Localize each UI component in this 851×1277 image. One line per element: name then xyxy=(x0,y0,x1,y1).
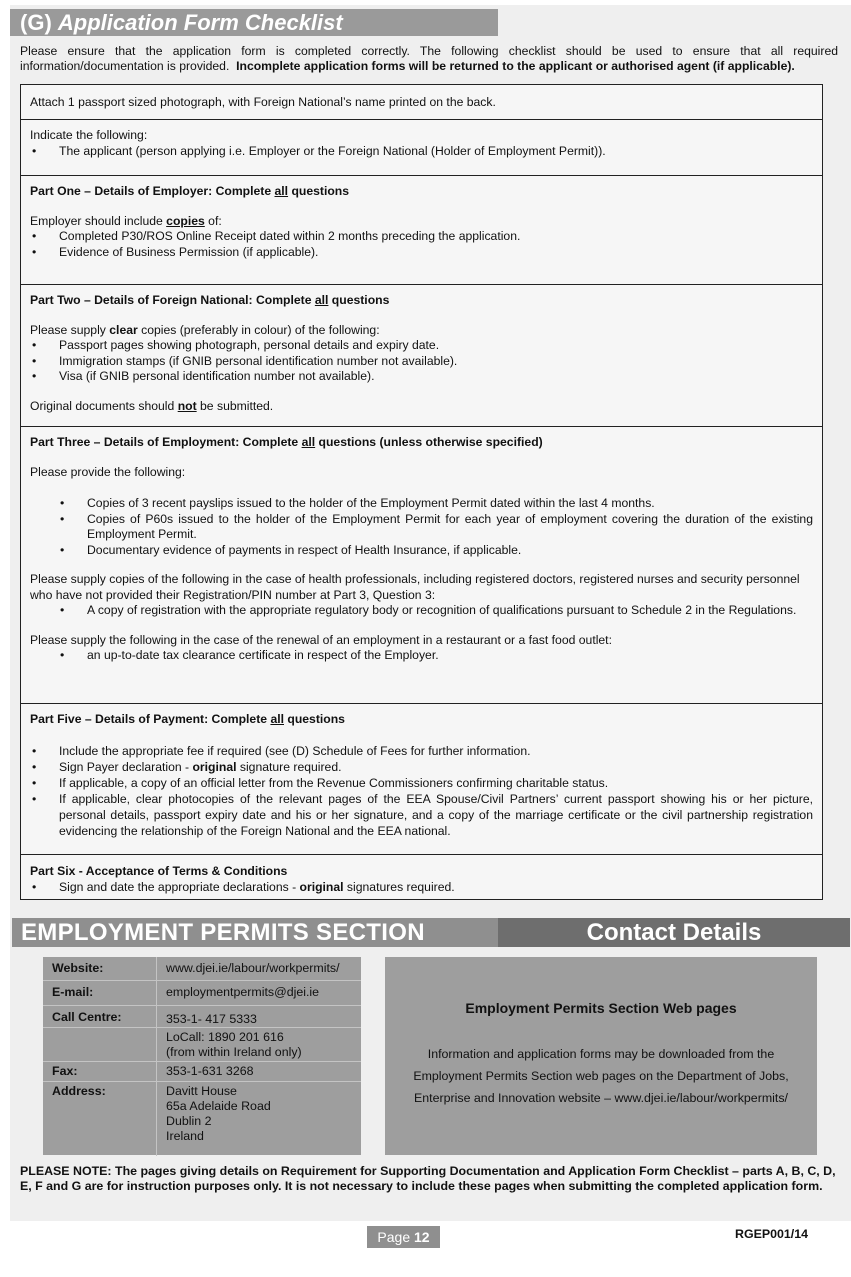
part-two-lead: Please supply clear copies (preferably in colour) of the following: xyxy=(30,322,380,337)
employment-permits-section-bar: EMPLOYMENT PERMITS SECTION xyxy=(12,918,498,947)
part-six-heading: Part Six - Acceptance of Terms & Conditions xyxy=(30,864,288,878)
list-item: • Immigration stamps (if GNIB personal identification number not available). xyxy=(30,354,813,370)
list-item: • Passport pages showing photograph, personal details and expiry date. xyxy=(30,338,813,354)
intro-paragraph xyxy=(20,44,838,74)
list-item: • Completed P30/ROS Online Receipt dated within 2 months preceding the application. xyxy=(30,229,813,245)
list-item: • The applicant (person applying i.e. Employer or the Foreign National (Holder of Employment Permit)). xyxy=(30,144,813,160)
list-item: • Documentary evidence of payments in respect of Health Insurance, if applicable. xyxy=(30,543,813,559)
section-title xyxy=(10,9,498,36)
list-item: • If applicable, a copy of an official letter from the Revenue Commissioners confirming charitable status. xyxy=(30,775,813,791)
contact-row-fax xyxy=(43,1061,361,1082)
call-centre-label: Call Centre: xyxy=(52,1010,122,1024)
intro-warning: Incomplete application forms will be returned to the applicant or authorised agent (if applicable). xyxy=(236,59,795,73)
part-one-lead: Employer should include copies of: xyxy=(30,213,222,228)
web-pages-text: Information and application forms may be downloaded from the Employment Permits Section web pages on the Department of Jobs, Enterprise and Innovation website – www.djei.ie/labour/workpermits/ xyxy=(413,1047,789,1105)
part-five-row xyxy=(21,704,822,855)
part-five-heading: Part Five – Details of Payment: Complete all questions xyxy=(30,712,345,726)
photo-instruction: Attach 1 passport sized photograph, with Foreign National’s name printed on the back. xyxy=(30,95,496,109)
locall-value: LoCall: 1890 201 616 (from within Ireland only) xyxy=(166,1030,302,1059)
website-label: Website: xyxy=(52,961,104,975)
part-two-heading: Part Two – Details of Foreign National: Complete all questions xyxy=(30,293,390,307)
contact-details-bar: Contact Details xyxy=(498,918,850,947)
contact-row-address xyxy=(43,1081,361,1156)
checklist-table xyxy=(20,84,823,900)
list-item: • Visa (if GNIB personal identification number not available). xyxy=(30,369,813,385)
indicate-lead: Indicate the following: xyxy=(30,128,148,142)
part-three-heading: Part Three – Details of Employment: Complete all questions (unless otherwise specified) xyxy=(30,435,543,449)
email-label: E-mail: xyxy=(52,985,94,999)
contact-row-call xyxy=(43,1005,361,1028)
page-label: Page xyxy=(377,1229,411,1245)
list-item: • Include the appropriate fee if required (see (D) Schedule of Fees for further information. xyxy=(30,743,813,759)
part-three-lead: Please provide the following: xyxy=(30,464,186,479)
section-title-text: Application Form Checklist xyxy=(57,10,343,35)
fax-label: Fax: xyxy=(52,1064,78,1078)
part-one-row xyxy=(21,176,822,285)
renewal-lead: Please supply the following in the case of the renewal of an employment in a restaurant or a fast food outlet: xyxy=(30,632,612,647)
indicate-row xyxy=(21,120,822,176)
contact-row-locall xyxy=(43,1027,361,1062)
contact-row-email xyxy=(43,980,361,1006)
address-label: Address: xyxy=(52,1084,106,1098)
part-one-heading: Part One – Details of Employer: Complete all questions xyxy=(30,184,350,198)
website-value[interactable]: www.djei.ie/labour/workpermits/ xyxy=(166,961,340,975)
intro-text: Please ensure that the application form is completed correctly. The following checklist should be used to ensure that all required information/documentation is provided. xyxy=(20,44,838,73)
part-two-footer: Original documents should not be submitted. xyxy=(30,398,274,413)
contact-row-website xyxy=(43,957,361,980)
web-pages-title: Employment Permits Section Web pages xyxy=(465,1000,737,1016)
section-title-prefix: (G) xyxy=(20,10,52,35)
health-lead: Please supply copies of the following in the case of health professionals, including registered doctors, registered nurses and security personnel who have not provided their Registration/PIN number at Part 3, Question 3: xyxy=(30,572,800,602)
please-note: PLEASE NOTE: The pages giving details on Requirement for Supporting Documentation and Application Form Checklist – parts A, B, C, D, E, F and G are for instruction purposes only. It is not necessary to include these pages when submitting the completed application form. xyxy=(20,1164,836,1193)
web-pages-box xyxy=(385,957,817,1155)
list-item: • Sign and date the appropriate declarations - original signatures required. xyxy=(30,880,813,896)
list-item: • an up-to-date tax clearance certificate in respect of the Employer. xyxy=(30,648,813,664)
list-item: • Evidence of Business Permission (if applicable). xyxy=(30,245,813,261)
part-two-row xyxy=(21,285,822,427)
contact-table xyxy=(43,957,361,1155)
list-item: • Copies of 3 recent payslips issued to the holder of the Employment Permit dated within the last 4 months. xyxy=(30,496,813,512)
form-reference: RGEP001/14 xyxy=(735,1227,809,1241)
list-item: • If applicable, clear photocopies of the relevant pages of the EEA Spouse/Civil Partners’ current passport showing his or her picture, personal details, passport expiry date and his or her signature, and a copy of the marriage certificate or the civil partnership registration evidencing the relationship of the Foreign National and the EEA national. xyxy=(30,791,813,839)
call-centre-value: 353-1- 417 5333 xyxy=(166,1012,257,1026)
page-number: 12 xyxy=(414,1229,430,1245)
list-item: • Sign Payer declaration - original signature required. xyxy=(30,759,813,775)
email-value[interactable]: employmentpermits@djei.ie xyxy=(166,985,320,999)
list-item: • A copy of registration with the appropriate regulatory body or recognition of qualifications pursuant to Schedule 2 in the Regulations. xyxy=(30,603,813,619)
photo-row xyxy=(21,85,822,120)
part-six-row xyxy=(21,855,822,899)
page-number-box xyxy=(367,1226,440,1248)
fax-value: 353-1-631 3268 xyxy=(166,1064,254,1078)
part-three-row xyxy=(21,427,822,704)
address-value: Davitt House 65a Adelaide Road Dublin 2 Ireland xyxy=(166,1084,271,1143)
list-item: • Copies of P60s issued to the holder of the Employment Permit for each year of employment covering the duration of the existing Employment Permit. xyxy=(30,512,813,543)
